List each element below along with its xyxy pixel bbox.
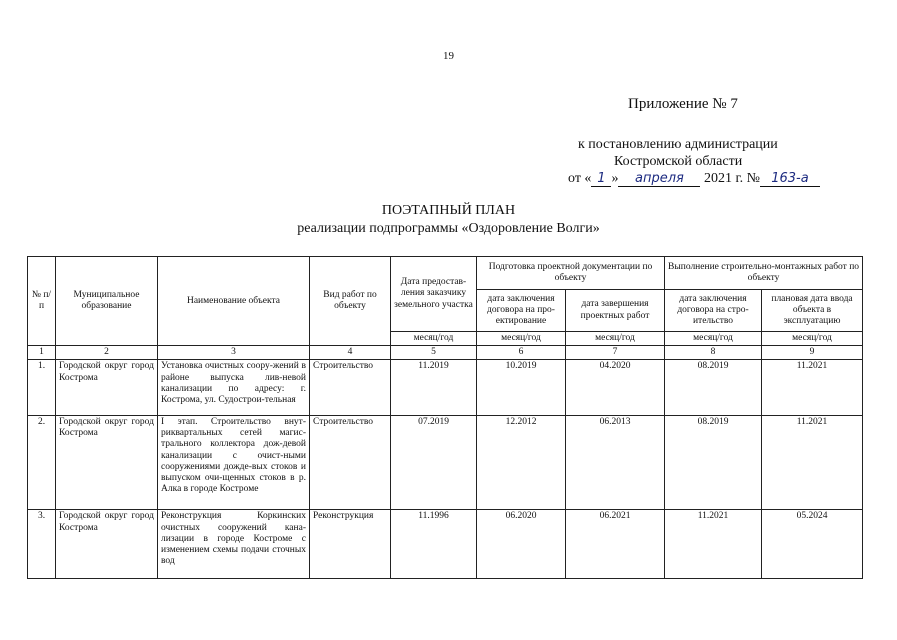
header-design-group: Подготовка проектной документации по объекту — [477, 257, 665, 290]
object-name-cell: I этап. Строительство внут-риквартальных сетей магис-трального коллектора дож-девой канализации с очист-ными сооружениями дожде-вых стоков и выпуском очи-щенных стоков в р. Алка в городе Костроме — [158, 415, 310, 510]
unit-cell: месяц/год — [477, 332, 566, 346]
stage-plan-table — [27, 256, 863, 579]
header-construction-contract: дата заключения договора на стро-ительство — [665, 290, 762, 332]
column-number: 3 — [158, 346, 310, 360]
column-number: 5 — [391, 346, 477, 360]
object-name-cell: Установка очистных соору-жений в районе выпуска лив-невой канализации по адресу: г. Кострома, ул. Судострои-тельная — [158, 360, 310, 416]
header-design-end: дата завершения проектных работ — [566, 290, 665, 332]
land-date-cell: 07.2019 — [391, 415, 477, 510]
document-subtitle: реализации подпрограммы «Оздоровление Волги» — [297, 221, 600, 236]
unit-cell: месяц/год — [391, 332, 477, 346]
work-type-cell: Реконструкция — [310, 510, 391, 579]
column-number: 2 — [56, 346, 158, 360]
row-number: 2. — [28, 415, 56, 510]
header-num: № п/п — [28, 257, 56, 346]
commissioning-cell: 11.2021 — [762, 415, 863, 510]
row-number: 3. — [28, 510, 56, 579]
municipality-cell: Городской округ город Кострома — [56, 510, 158, 579]
land-date-cell: 11.1996 — [391, 510, 477, 579]
header-design-contract: дата заключения договора на про-ектирование — [477, 290, 566, 332]
handwritten-month: апреля — [618, 172, 700, 187]
row-number: 1. — [28, 360, 56, 416]
column-number: 4 — [310, 346, 391, 360]
design-contract-cell: 10.2019 — [477, 360, 566, 416]
design-end-cell: 06.2013 — [566, 415, 665, 510]
construction-contract-cell: 08.2019 — [665, 360, 762, 416]
table-row — [28, 415, 863, 510]
column-number: 6 — [477, 346, 566, 360]
date-quote-close: » — [611, 171, 619, 186]
commissioning-cell: 11.2021 — [762, 360, 863, 416]
design-contract-cell: 06.2020 — [477, 510, 566, 579]
table-row — [28, 510, 863, 579]
page-number: 19 — [443, 50, 454, 62]
header-work-type: Вид работ по объекту — [310, 257, 391, 346]
date-year-text: 2021 г. № — [703, 171, 760, 186]
unit-cell: месяц/год — [566, 332, 665, 346]
header-object: Наименование объекта — [158, 257, 310, 346]
table-row — [28, 360, 863, 416]
design-contract-cell: 12.2012 — [477, 415, 566, 510]
handwritten-number: 163-а — [760, 172, 820, 187]
commissioning-cell: 05.2024 — [762, 510, 863, 579]
municipality-cell: Городской округ город Кострома — [56, 360, 158, 416]
column-number: 1 — [28, 346, 56, 360]
construction-contract-cell: 08.2019 — [665, 415, 762, 510]
header-commissioning: плановая дата ввода объекта в эксплуатацию — [762, 290, 863, 332]
date-prefix: от « — [568, 171, 592, 186]
header-municipality: Муниципальное образование — [56, 257, 158, 346]
construction-contract-cell: 11.2021 — [665, 510, 762, 579]
design-end-cell: 06.2021 — [566, 510, 665, 579]
municipality-cell: Городской округ город Кострома — [56, 415, 158, 510]
work-type-cell: Строительство — [310, 360, 391, 416]
column-number: 8 — [665, 346, 762, 360]
column-number: 7 — [566, 346, 665, 360]
object-name-cell: Реконструкция Коркинских очистных сооружений кана-лизации в городе Костроме с изменением схемы подачи сточных вод — [158, 510, 310, 579]
appendix-title: Приложение № 7 — [628, 96, 738, 112]
unit-cell: месяц/год — [762, 332, 863, 346]
handwritten-day: 1 — [591, 172, 611, 187]
land-date-cell: 11.2019 — [391, 360, 477, 416]
column-number-row — [28, 346, 863, 360]
work-type-cell: Строительство — [310, 415, 391, 510]
column-number: 9 — [762, 346, 863, 360]
document-title: ПОЭТАПНЫЙ ПЛАН — [381, 203, 516, 218]
header-construction-group: Выполнение строительно-монтажных работ по объекту — [665, 257, 863, 290]
region-line: Костромской области — [614, 154, 743, 169]
header-land-date: Дата предостав-ления заказчику земельного участка — [391, 257, 477, 332]
design-end-cell: 04.2020 — [566, 360, 665, 416]
resolution-line: к постановлению администрации — [578, 137, 778, 152]
unit-cell: месяц/год — [665, 332, 762, 346]
resolution-date-line — [568, 171, 820, 187]
